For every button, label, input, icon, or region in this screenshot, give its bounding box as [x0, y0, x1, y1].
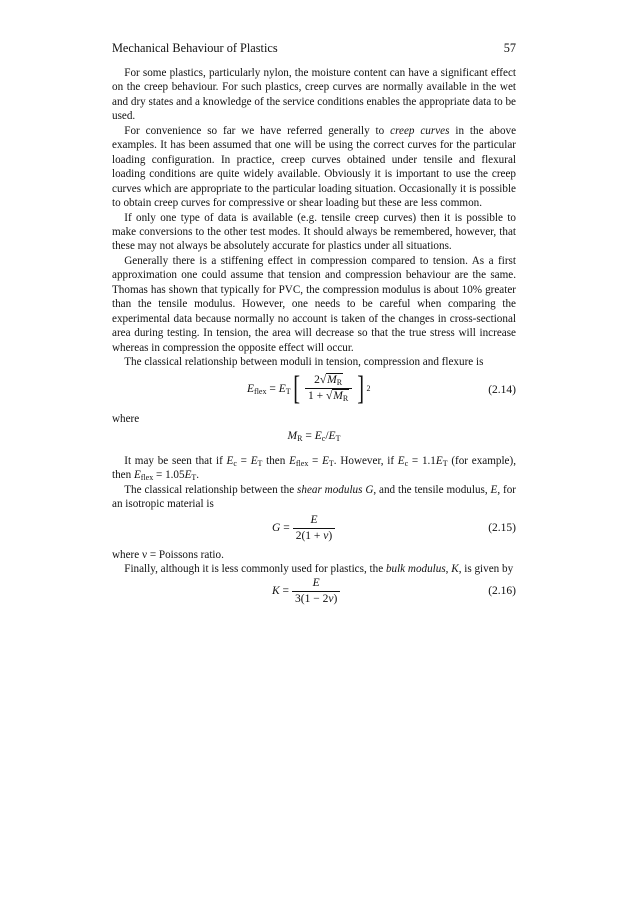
paragraph-compression: Generally there is a stiffening effect in compression compared to tension. As a first approximation one could assume that tension and compression behaviour are the same. Thomas has shown that typically for PVC, the compression modulus is about 10% greater than the tensile modulus. However, one needs to be careful when comparing the experimental data because normally no account is taken of the changes in cross-sectional area during testing. In tension, the area will decrease so that the true stress will increase whereas in compression the opposite effect will occur. — [112, 254, 516, 354]
paragraph-example: It may be seen that if $E_c = E_T$ then $E_{flex} = E_T$. However, if $E_c = 1.1E_T$ (for example), then $E_{flex} = 1.05E_T$. — [112, 454, 516, 483]
page — [112, 40, 516, 613]
equation-number: (2.15) — [488, 521, 516, 534]
paragraph-loading: For convenience so far we have referred generally to creep curves in the above examples. It has been assumed that one will be using the correct curves for the particular loading configuration. In practice, creep curves obtained under tensile and flexural loading conditions are quite widely available. Obviously it is important to use the creep curves which are appropriate to the particular loading situation. Occasionally it is possible to obtain creep curves for compressive or shear loading but these are less common. — [112, 124, 517, 210]
where-label: where — [112, 412, 140, 425]
equation-mr: $M_R = E_c/E_T$ — [287, 429, 341, 443]
paragraph-moisture: For some plastics, particularly nylon, the moisture content can have a significant effect on the creep behaviour. For such plastics, creep curves are normally available in the wet and dry states and a knowledge of the service conditions enables the appropriate data to be used. — [112, 67, 516, 123]
equation-2-15: G = $\frac{E}{2(1 + \nu)}$ (2.15) — [272, 513, 516, 542]
paragraph-bulk: Finally, although it is less commonly used for plastics, the bulk modulus, K, is given by — [124, 563, 514, 576]
equation-2-14: $E_{flex} = E_T$ [ $\frac{2√M_R}{1 + √M_R}$ ] 2 (2.14) — [247, 369, 516, 407]
paragraph-relationship: The classical relationship between moduli in tension, compression and flexure is — [124, 356, 484, 369]
paragraph-poisson: where ν = Poissons ratio. — [112, 548, 224, 561]
page-number: 57 — [503, 41, 516, 55]
header-title: Mechanical Behaviour of Plastics — [112, 41, 278, 55]
equation-number: (2.14) — [488, 383, 516, 396]
equation-number: (2.16) — [488, 584, 516, 597]
paragraph-shear: The classical relationship between the shear modulus G, and the tensile modulus, E, for an isotropic material is — [112, 483, 516, 511]
running-header — [112, 40, 516, 56]
equation-2-16: K = $\frac{E}{3(1 - 2\nu)}$ (2.16) — [272, 576, 516, 605]
paragraph-conversion: If only one type of data is available (e.g. tensile creep curves) then it is possible to make conversions to the other test modes. It should always be remembered, however, that these may not always be absolutely accurate for plastics under all situations. — [112, 211, 516, 253]
